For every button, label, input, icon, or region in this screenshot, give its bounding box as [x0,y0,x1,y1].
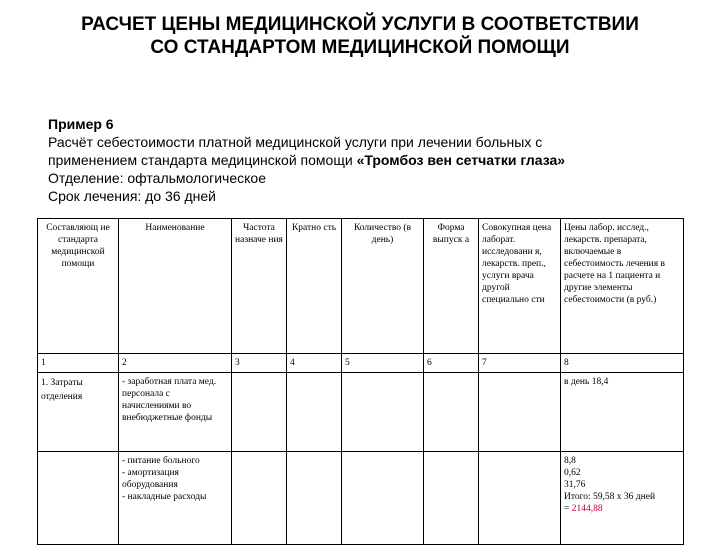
price-value: 8,8 [564,456,576,466]
header-cell: Наименование [119,219,232,354]
example-heading: Пример 6 [48,116,114,132]
table-row [38,373,684,452]
column-number: 8 [561,354,684,373]
header-cell: Составляющ ие стандарта медицинской помощи [38,219,119,354]
price-cell [561,452,684,545]
column-number: 5 [342,354,424,373]
table-row [38,452,684,545]
cost-item: - накладные расходы [122,492,207,502]
empty-cell [232,373,287,452]
price-value: 0,62 [564,468,581,478]
empty-cell [287,373,342,452]
empty-cell [479,373,561,452]
page-title [0,13,720,59]
header-row [38,219,684,354]
department-line: Отделение: офтальмологическое [48,170,266,186]
component-cell: 1. Затраты отделения [38,373,119,452]
price-value: 31,76 [564,480,586,490]
total-formula: Итого: 59,58 х 36 дней [564,492,656,502]
cost-table [37,218,684,545]
title-line-2: СО СТАНДАРТОМ МЕДИЦИНСКОЙ ПОМОЩИ [150,37,570,58]
title-line-1: РАСЧЕТ ЦЕНЫ МЕДИЦИНСКОЙ УСЛУГИ В СООТВЕТСТВИИ [81,14,639,35]
header-cell: Частота назначе ния [232,219,287,354]
header-cell: Цены лабор. исслед., лекарств. препарата, включаемые в себестоимость лечения в расчете на 1 пациента и другие элементы себестоимости (в руб.) [561,219,684,354]
price-cell: в день 18,4 [561,373,684,452]
equals-sign: = [564,504,572,514]
duration-line: Срок лечения: до 36 дней [48,188,216,204]
cost-item: - питание больного [122,456,200,466]
column-number: 2 [119,354,232,373]
intro-line-1: Расчёт себестоимости платной медицинской услуги при лечении больных с [48,134,543,150]
empty-cell [424,373,479,452]
empty-cell [424,452,479,545]
column-number-row [38,354,684,373]
empty-cell [479,452,561,545]
header-cell: Форма выпуск а [424,219,479,354]
column-number: 6 [424,354,479,373]
name-cell: - заработная плата мед. персонала с начислениями во внебюджетные фонды [119,373,232,452]
empty-cell [342,373,424,452]
total-value: 2144,88 [571,504,603,514]
intro-block [48,115,708,205]
column-number: 7 [479,354,561,373]
total-line [564,503,680,515]
header-cell: Кратно сть [287,219,342,354]
intro-line-2 [48,151,708,169]
empty-cell [38,452,119,545]
column-number: 1 [38,354,119,373]
header-cell: Совокупная цена лаборат. исследовани я, лекарств. преп., услуги врача другой специально сти [479,219,561,354]
empty-cell [232,452,287,545]
column-number: 3 [232,354,287,373]
column-number: 4 [287,354,342,373]
standard-name: «Тромбоз вен сетчатки глаза» [356,152,566,168]
cost-item: - амортизация оборудования [122,468,179,490]
header-cell: Количество (в день) [342,219,424,354]
name-cell [119,452,232,545]
empty-cell [287,452,342,545]
empty-cell [342,452,424,545]
intro-line-2-text: применением стандарта медицинской помощи [48,152,357,168]
